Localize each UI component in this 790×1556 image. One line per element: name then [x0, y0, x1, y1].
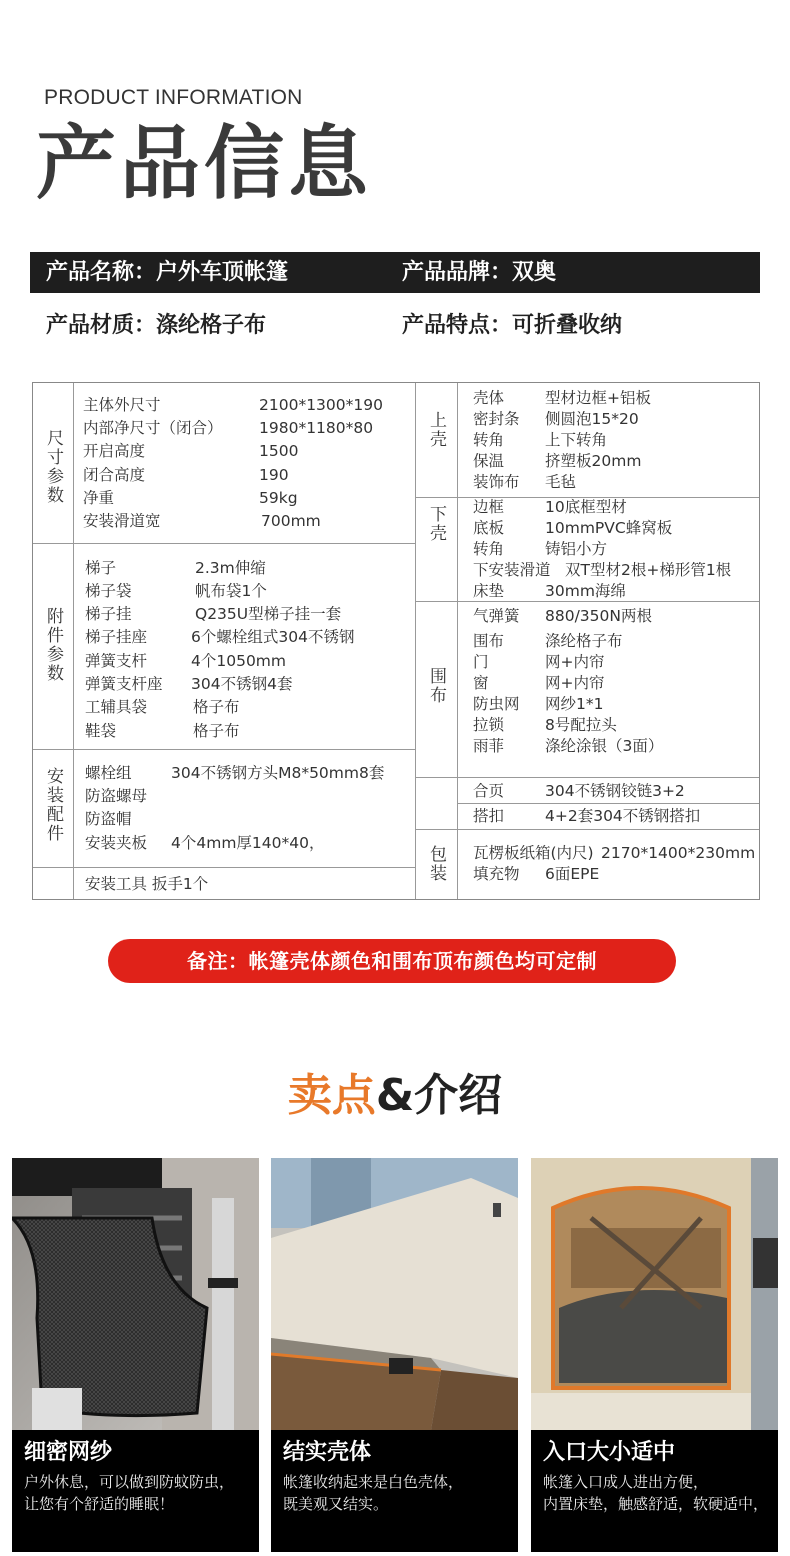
accessory-key: 弹簧支杆	[85, 652, 148, 670]
card-text-line2: 既美观又结实。	[283, 1495, 389, 1513]
upper-key: 转角	[473, 431, 505, 449]
wall-value: 涤纶格子布	[545, 632, 623, 650]
hinge-key: 合页	[473, 782, 505, 800]
card-title: 结实壳体	[283, 1440, 372, 1465]
lower-key: 下安装滑道	[473, 561, 551, 579]
lower-value: 铸铝小方	[545, 540, 608, 558]
wall-value: 网+内帘	[545, 674, 605, 692]
latch-key: 搭扣	[473, 807, 505, 825]
upper-key: 壳体	[473, 389, 505, 407]
hinge-value: 304不锈钢铰链3+2	[545, 782, 685, 800]
install-key: 螺栓组	[85, 764, 132, 782]
wall-key: 窗	[473, 674, 489, 692]
upper-key: 密封条	[473, 410, 520, 428]
install-value: 304不锈钢方头M8*50mm8套	[171, 764, 385, 782]
lower-key: 底板	[473, 519, 505, 537]
product-name: 产品名称：户外车顶帐篷	[46, 260, 289, 285]
upper-key: 保温	[473, 452, 505, 470]
card-text-line1: 帐篷收纳起来是白色壳体，	[283, 1473, 464, 1491]
install-key: 安装夹板	[85, 834, 148, 852]
product-material: 产品材质：涤纶格子布	[46, 313, 267, 338]
spec-table	[32, 382, 760, 900]
wall-value: 涤纶涂银（3面）	[545, 737, 664, 755]
size-key: 开启高度	[83, 442, 146, 460]
size-key: 主体外尺寸	[83, 396, 161, 414]
wall-key: 围布	[473, 632, 505, 650]
accessory-key: 梯子	[85, 559, 117, 577]
lower-value: 10mmPVC蜂窝板	[545, 519, 673, 537]
card-text-line2: 内置床垫，触感舒适，软硬适中，	[543, 1495, 769, 1513]
accessory-key: 梯子挂座	[85, 628, 148, 646]
section-install-title: 安装配件	[43, 767, 63, 843]
card-text-line1: 帐篷入口成人进出方便，	[543, 1473, 709, 1491]
section-lower-shell-title: 下壳	[426, 505, 446, 543]
accessory-key: 梯子袋	[85, 582, 132, 600]
section-accessory-title: 附件参数	[43, 607, 63, 683]
section-size-title: 尺寸参数	[43, 429, 63, 505]
product-brand: 产品品牌：双奥	[402, 260, 557, 285]
lower-key: 边框	[473, 498, 505, 516]
wall-value: 网+内帘	[545, 653, 605, 671]
shell-photo	[271, 1158, 518, 1430]
upper-value: 挤塑板20mm	[545, 452, 642, 470]
accessory-key: 鞋袋	[85, 722, 117, 740]
lower-value: 30mm海绵	[545, 582, 626, 600]
package-key: 填充物	[473, 865, 520, 883]
section-upper-shell-title: 上壳	[426, 411, 446, 449]
accessory-key: 工辅具袋	[85, 698, 148, 716]
wall-key: 防虫网	[473, 695, 520, 713]
wall-key: 拉锁	[473, 716, 505, 734]
accessory-value: 304不锈钢4套	[191, 675, 293, 693]
size-value: 59kg	[259, 489, 298, 507]
package-key: 瓦楞板纸箱(内尺)	[473, 844, 594, 862]
accessory-value: 4个1050mm	[191, 652, 287, 670]
package-value: 6面EPE	[545, 865, 600, 883]
lower-key: 床垫	[473, 582, 505, 600]
selling-title-part-b: &介绍	[375, 1070, 503, 1121]
lower-value: 双T型材2根+梯形管1根	[565, 561, 732, 579]
size-key: 安装滑道宽	[83, 512, 161, 530]
wall-key: 气弹簧	[473, 607, 520, 625]
wall-value: 8号配拉头	[545, 716, 617, 734]
size-key: 内部净尺寸（闭合）	[83, 419, 223, 437]
feature-card-shell	[271, 1158, 518, 1552]
section-wall-title: 围布	[426, 667, 446, 705]
latch-value: 4+2套304不锈钢搭扣	[545, 807, 701, 825]
size-key: 闭合高度	[83, 466, 146, 484]
size-value: 1500	[259, 442, 299, 460]
upper-value: 上下转角	[545, 431, 608, 449]
feature-card-mesh	[12, 1158, 259, 1552]
upper-value: 侧圆泡15*20	[545, 410, 639, 428]
header-english-title: PRODUCT INFORMATION	[44, 86, 303, 109]
card-title: 入口大小适中	[543, 1440, 676, 1465]
section-package-title: 包装	[426, 845, 446, 883]
accessory-value: 格子布	[193, 698, 240, 716]
info-row	[30, 305, 760, 346]
size-value: 1980*1180*80	[259, 419, 374, 437]
install-key: 防盗螺母	[85, 787, 148, 805]
install-tool: 安装工具 扳手1个	[85, 875, 209, 893]
install-value: 4个4mm厚140*40，	[171, 834, 325, 852]
size-key: 净重	[83, 489, 115, 507]
accessory-value: Q235U型梯子挂一套	[195, 605, 342, 623]
mesh-caption	[12, 1430, 259, 1552]
lower-key: 转角	[473, 540, 505, 558]
install-key: 防盗帽	[85, 810, 132, 828]
size-value: 190	[259, 466, 289, 484]
lower-value: 10底框型材	[545, 498, 627, 516]
accessory-key: 梯子挂	[85, 605, 132, 623]
upper-value: 型材边框+铝板	[545, 389, 651, 407]
mesh-ladder-photo	[12, 1158, 259, 1430]
selling-points-title	[0, 1068, 790, 1124]
info-bar	[30, 252, 760, 293]
wall-value: 880/350N两根	[545, 607, 652, 625]
header-chinese-title: 产品信息	[36, 117, 372, 210]
card-text-line1: 户外休息，可以做到防蚊防虫，	[24, 1473, 235, 1491]
product-feature: 产品特点：可折叠收纳	[402, 313, 623, 338]
upper-value: 毛毡	[545, 473, 577, 491]
selling-title-part-a: 卖点	[287, 1070, 376, 1121]
card-title: 细密网纱	[24, 1440, 113, 1465]
accessory-key: 弹簧支杆座	[85, 675, 163, 693]
custom-color-note: 备注：帐篷壳体颜色和围布顶布颜色均可定制	[108, 939, 676, 983]
card-text-line2: 让您有个舒适的睡眠！	[24, 1495, 175, 1513]
size-value: 2100*1300*190	[259, 396, 383, 414]
package-value: 2170*1400*230mm	[601, 844, 756, 862]
feature-card-entrance	[531, 1158, 778, 1552]
wall-key: 门	[473, 653, 489, 671]
upper-key: 装饰布	[473, 473, 520, 491]
shell-caption	[271, 1430, 518, 1552]
accessory-value: 2.3m伸缩	[195, 559, 266, 577]
wall-value: 网纱1*1	[545, 695, 604, 713]
size-value: 700mm	[261, 512, 321, 530]
entrance-photo	[531, 1158, 778, 1430]
accessory-value: 帆布袋1个	[195, 582, 267, 600]
wall-key: 雨菲	[473, 737, 505, 755]
accessory-value: 格子布	[193, 722, 240, 740]
entrance-caption	[531, 1430, 778, 1552]
accessory-value: 6个螺栓组式304不锈钢	[191, 628, 355, 646]
